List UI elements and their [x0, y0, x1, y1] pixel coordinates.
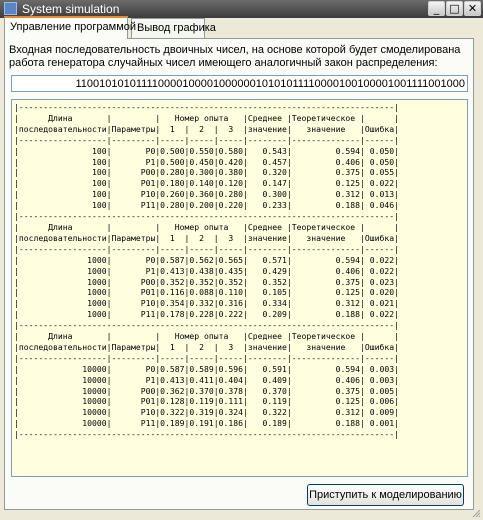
close-button[interactable]: ✕	[464, 1, 481, 16]
results-table: |-----------------------------------------------------------------------------| | Длина | | Номер опыта |Среднее |Теоретическое | | |последовательности|Параметры| 1 | 2 | 3 |значение| значение |Ошибка| |------------------|---------|-----|-----|-----|--------|--------------|------| | 100| P0|0.500|0.550|0.580| 0.543| 0.594| 0.050| | 100| P1|0.500|0.450|0.420| 0.457| 0.406| 0.050| | 100| P00|0.280|0.300|0.380| 0.320| 0.375| 0.055| | 100| P01|0.180|0.140|0.120| 0.147| 0.125| 0.022| | 100| P10|0.260|0.360|0.280| 0.300| 0.312| 0.013| | 100| P11|0.280|0.200|0.220| 0.233| 0.188| 0.046| |-----------------------------------------------------------------------------| | Длина | | Номер опыта |Среднее |Теоретическое | | |последовательности|Параметры| 1 | 2 | 3 |значение| значение |Ошибка| |------------------|---------|-----|-----|-----|--------|--------------|------| | 1000| P0|0.587|0.562|0.565| 0.571| 0.594| 0.022| | 1000| P1|0.413|0.438|0.435| 0.429| 0.406| 0.022| | 1000| P00|0.352|0.352|0.352| 0.352| 0.375| 0.023| | 1000| P01|0.116|0.088|0.110| 0.105| 0.125| 0.020| | 1000| P10|0.354|0.332|0.316| 0.334| 0.312| 0.021| | 1000| P11|0.178|0.228|0.222| 0.209| 0.188| 0.022| |-----------------------------------------------------------------------------| | Длина | | Номер опыта |Среднее |Теоретическое | | |последовательности|Параметры| 1 | 2 | 3 |значение| значение |Ошибка| |------------------|---------|-----|-----|-----|--------|--------------|------| | 10000| P0|0.587|0.589|0.596| 0.591| 0.594| 0.003| | 10000| P1|0.413|0.411|0.404| 0.409| 0.406| 0.003| | 10000| P00|0.362|0.370|0.378| 0.370| 0.375| 0.005| | 10000| P01|0.128|0.119|0.111| 0.119| 0.125| 0.006| | 10000| P10|0.322|0.319|0.324| 0.322| 0.312| 0.009| | 10000| P11|0.189|0.191|0.186| 0.189| 0.188| 0.001| |-----------------------------------------------------------------------------|	[14, 102, 399, 440]
resize-grip-icon[interactable]	[471, 508, 481, 518]
tab-program-control-label: Управление программой	[10, 21, 137, 33]
results-textarea[interactable]	[11, 99, 468, 477]
tab-graph-output[interactable]	[131, 18, 216, 38]
minimize-button[interactable]: _	[428, 1, 445, 16]
window-title: System simulation	[22, 2, 120, 16]
start-simulation-button[interactable]: Приступить к моделированию	[307, 484, 464, 506]
tab-program-control[interactable]	[4, 16, 137, 39]
sequence-description: Входная последовательность двоичных чисел, на основе которой будет смоделирована работа генератора случайных чисел имеющего аналогичный закон распределения:	[9, 44, 461, 69]
app-icon	[4, 2, 17, 15]
maximize-button[interactable]: □	[446, 1, 463, 16]
sequence-input[interactable]: 11001010101111000010000100000010101011110000100100001001111001000	[11, 75, 468, 92]
tab-graph-output-label: Вывод графика	[137, 22, 216, 34]
